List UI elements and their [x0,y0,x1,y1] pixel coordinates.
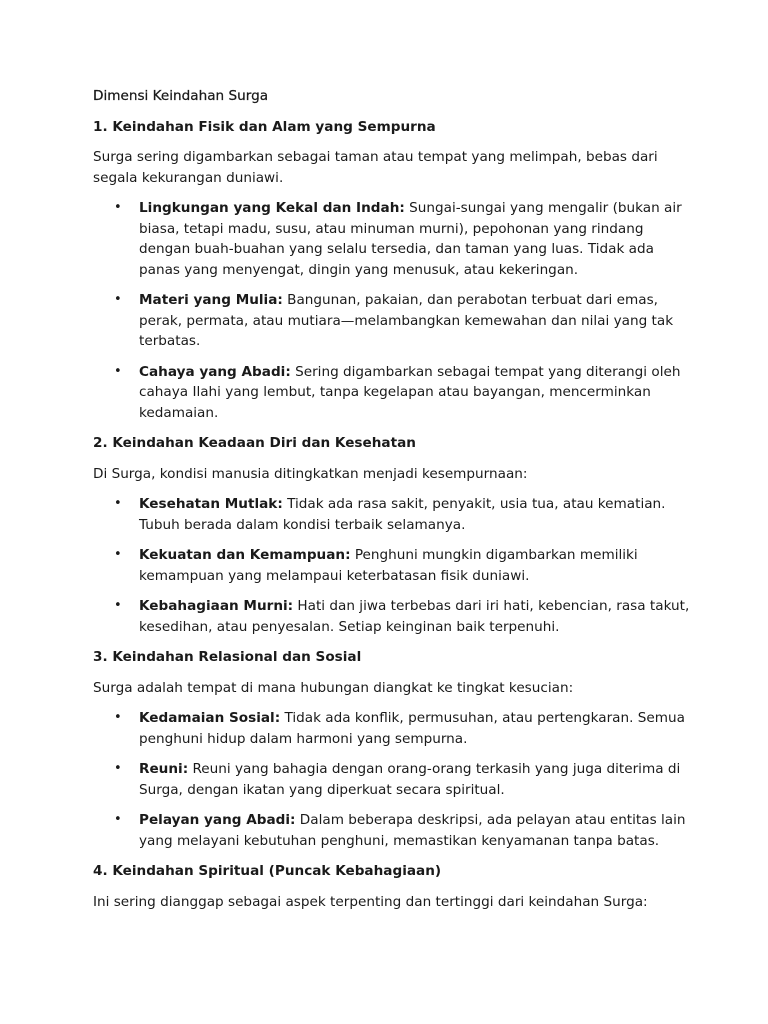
list-item [93,362,693,424]
list-item-term: Kebahagiaan Murni: [139,598,294,614]
bullet-icon: • [114,200,122,215]
list-item [93,596,693,637]
list-item-term: Kekuatan dan Kemampuan: [139,547,351,563]
list-item-term: Kedamaian Sosial: [139,710,281,726]
document-title: Dimensi Keindahan Surga [93,88,269,104]
section-heading: 4. Keindahan Spiritual (Puncak Kebahagiaan) [93,863,442,879]
bullet-list [93,494,693,637]
section-heading: 1. Keindahan Fisik dan Alam yang Sempurna [93,118,436,135]
bullet-icon: • [114,761,122,776]
bullet-icon: • [114,292,122,307]
bullet-icon: • [114,812,122,827]
bullet-icon: • [114,710,122,725]
bullet-icon: • [114,547,122,562]
section-intro: Surga sering digambarkan sebagai taman atau tempat yang melimpah, bebas dari segala kekurangan duniawi. [93,149,658,186]
list-item [93,198,693,280]
list-item [93,810,693,851]
section-intro: Di Surga, kondisi manusia ditingkatkan menjadi kesempurnaan: [93,465,528,482]
list-item-term: Cahaya yang Abadi: [139,363,291,380]
list-item-text: Sungai-sungai yang mengalir (bukan air biasa, tetapi madu, susu, atau minuman murni), pepohonan yang rindang dengan buah-buahan yang selalu tersedia, dan taman yang luas. Tidak ada panas yang menyengat, dingin yang menusuk, atau kekeringan. [139,200,682,278]
list-item-text: Reuni yang bahagia dengan orang-orang terkasih yang juga diterima di Surga, dengan ikatan yang diperkuat secara spiritual. [139,761,681,798]
section-heading: 2. Keindahan Keadaan Diri dan Kesehatan [93,435,416,451]
list-item [93,545,693,586]
bullet-icon: • [114,363,122,379]
list-item-term: Kesehatan Mutlak: [139,496,283,512]
list-item-text: Sering digambarkan sebagai tempat yang diterangi oleh cahaya Ilahi yang lembut, tanpa kegelapan atau bayangan, mencerminkan kedamaian. [139,363,681,421]
list-item-term: Reuni: [139,761,189,777]
list-item-text: Bangunan, pakaian, dan perabotan terbuat dari emas, perak, permata, atau mutiara—melambangkan kemewahan dan nilai yang tak terbatas. [139,292,674,349]
list-item-text: Tidak ada rasa sakit, penyakit, usia tua, atau kematian. Tubuh berada dalam kondisi terbaik selamanya. [139,496,666,533]
list-item-term: Lingkungan yang Kekal dan Indah: [139,200,405,216]
list-item [93,290,693,352]
list-item-term: Pelayan yang Abadi: [139,812,296,828]
list-item [93,708,693,749]
bullet-list [93,708,693,851]
list-item-term: Materi yang Mulia: [139,292,283,308]
list-item [93,759,693,800]
section-intro: Surga adalah tempat di mana hubungan diangkat ke tingkat kesucian: [93,679,574,696]
list-item-text: Hati dan jiwa terbebas dari iri hati, kebencian, rasa takut, kesedihan, atau penyesalan. Setiap keinginan baik terpenuhi. [139,598,690,635]
list-item [93,494,693,535]
document-body [93,117,693,913]
list-item-text: Penghuni mungkin digambarkan memiliki kemampuan yang melampaui keterbatasan fisik duniawi. [139,547,638,584]
list-item-text: Tidak ada konflik, permusuhan, atau pertengkaran. Semua penghuni hidup dalam harmoni yang sempurna. [139,710,685,747]
bullet-icon: • [114,496,122,511]
section-intro: Ini sering dianggap sebagai aspek terpenting dan tertinggi dari keindahan Surga: [93,893,648,910]
document-page [93,86,693,922]
bullet-list [93,198,693,423]
section-heading: 3. Keindahan Relasional dan Sosial [93,649,362,665]
bullet-icon: • [114,598,122,613]
list-item-text: Dalam beberapa deskripsi, ada pelayan atau entitas lain yang melayani kebutuhan penghuni, memastikan kenyamanan tanpa batas. [139,812,686,849]
